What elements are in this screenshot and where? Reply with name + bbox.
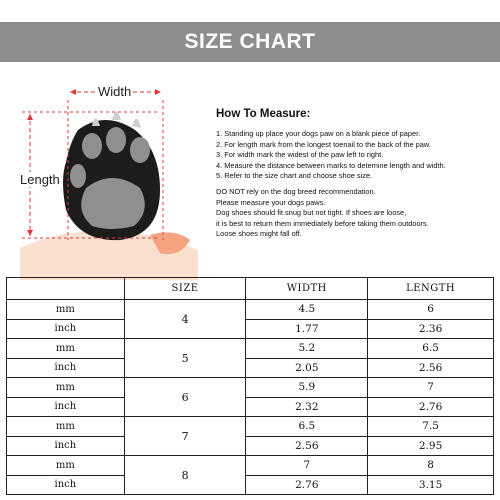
size-cell: 4 (124, 300, 246, 339)
length-cell: 8 (368, 456, 494, 476)
width-cell: 4.5 (246, 300, 368, 320)
measure-step: 3. For width mark the widest of the paw left to right. (216, 150, 384, 160)
measure-steps (216, 129, 496, 182)
unit-cell: inch (7, 475, 125, 495)
unit-cell: inch (7, 319, 125, 339)
measure-step: 1. Standing up place your dogs paw on a blank piece of paper. (216, 129, 421, 138)
width-cell: 2.76 (246, 475, 368, 495)
measure-step: 4. Measure the distance between marks to detemine length and width. (216, 160, 446, 170)
fit-note: DO NOT rely on the dog breed recommendation. (216, 186, 376, 196)
table-row (7, 436, 494, 456)
length-cell: 2.76 (368, 397, 494, 417)
width-cell: 2.56 (246, 436, 368, 456)
width-cell: 1.77 (246, 319, 368, 339)
length-cell: 2.36 (368, 319, 494, 339)
length-cell: 2.95 (368, 436, 494, 456)
size-cell: 5 (124, 339, 246, 378)
table-row (7, 319, 494, 339)
length-cell: 7 (368, 378, 494, 398)
length-label: Length (20, 172, 60, 187)
unit-cell: mm (7, 339, 125, 359)
unit-cell: mm (7, 300, 125, 320)
fit-note: it is best to return them immediately before taking them outdoors. (216, 218, 429, 228)
size-cell: 6 (124, 378, 246, 417)
how-to-measure-heading: How To Measure: (216, 108, 311, 120)
length-cell: 2.56 (368, 358, 494, 378)
table-row (7, 339, 494, 359)
width-cell: 2.32 (246, 397, 368, 417)
size-cell: 8 (124, 456, 246, 495)
length-cell: 6.5 (368, 339, 494, 359)
how-to-measure-section (216, 108, 496, 240)
size-cell: 7 (124, 417, 246, 456)
table-row (7, 358, 494, 378)
width-label: Width (98, 84, 132, 99)
measure-step: 2. For length mark from the longest toenail to the back of the paw. (216, 139, 431, 149)
fit-note: Dog shoes should fit snug but not tight. If shoes are loose, (216, 208, 407, 218)
width-cell: 2.05 (246, 358, 368, 378)
table-row (7, 378, 494, 398)
paw-measurement-diagram (0, 70, 210, 280)
unit-cell: inch (7, 397, 125, 417)
table-header: LENGTH (368, 278, 494, 300)
width-cell: 5.2 (246, 339, 368, 359)
table-header: WIDTH (246, 278, 368, 300)
table-row (7, 397, 494, 417)
unit-cell: inch (7, 358, 125, 378)
size-chart-title: SIZE CHART (0, 22, 500, 62)
unit-cell: mm (7, 417, 125, 437)
length-cell: 3.15 (368, 475, 494, 495)
unit-cell: mm (7, 378, 125, 398)
unit-cell: mm (7, 456, 125, 476)
measure-step: 5. Refer to the size chart and choose shoe size. (216, 171, 373, 181)
table-row (7, 417, 494, 437)
length-cell: 6 (368, 300, 494, 320)
table-header-row (7, 278, 494, 300)
width-cell: 7 (246, 456, 368, 476)
table-header (7, 278, 125, 300)
unit-cell: inch (7, 436, 125, 456)
fit-notes (216, 187, 496, 240)
table-row (7, 475, 494, 495)
table-header: SIZE (124, 278, 246, 300)
length-cell: 7.5 (368, 417, 494, 437)
fit-note: Loose shoes might fall off. (216, 229, 302, 239)
table-row (7, 300, 494, 320)
width-cell: 6.5 (246, 417, 368, 437)
table-row (7, 456, 494, 476)
width-cell: 5.9 (246, 378, 368, 398)
size-table (6, 277, 494, 495)
fit-note: Please measure your dogs paws. (216, 197, 326, 207)
